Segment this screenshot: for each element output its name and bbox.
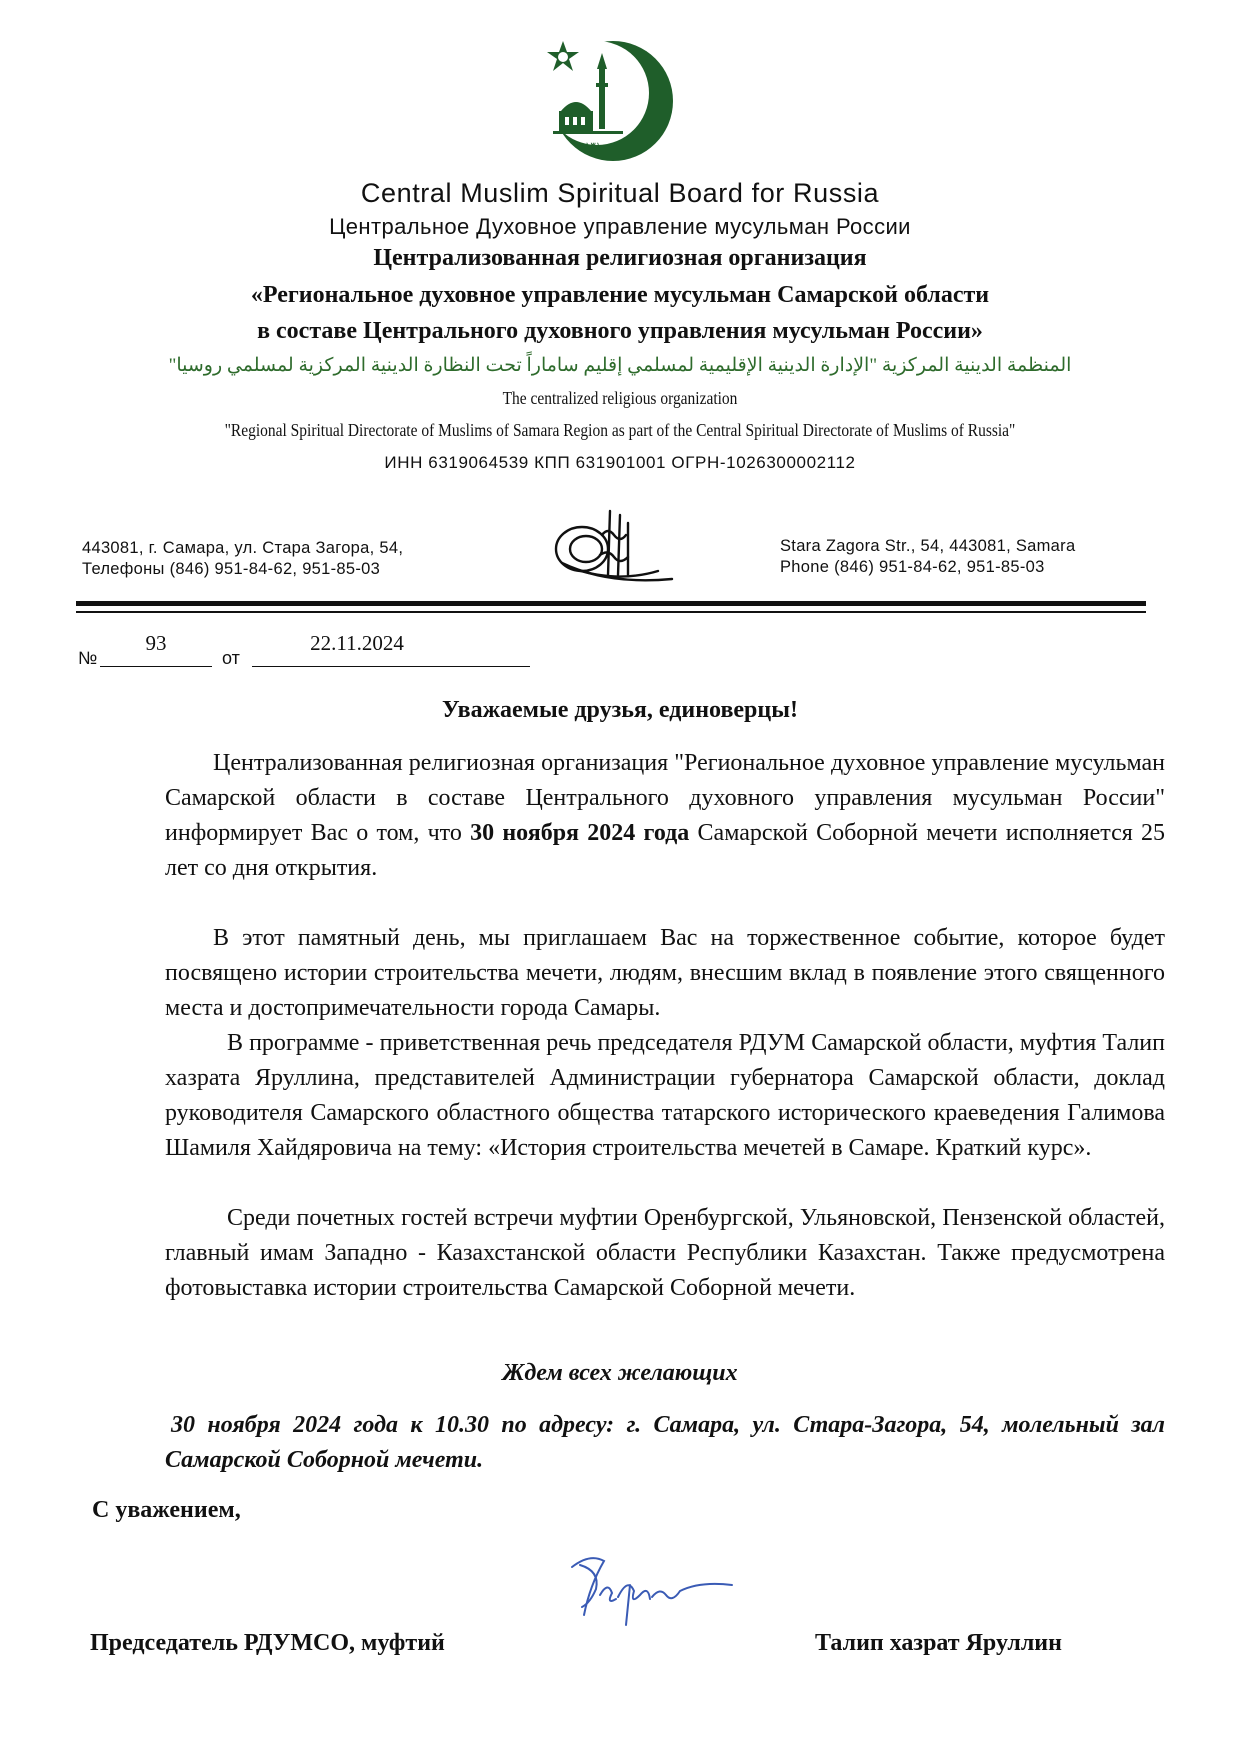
header-divider-thick <box>76 601 1146 606</box>
tughra-icon <box>548 505 678 587</box>
org-full-en: "Regional Spiritual Directorate of Muslims of Samara Region as part of the Central Spiritual Directorate of Muslims of Russia" <box>224 420 1016 440</box>
paragraph-1-date: 30 ноября 2024 года <box>470 820 690 846</box>
event-address: 30 ноября 2024 года к 10.30 по адресу: г. Самара, ул. Стара-Загора, 54, молельный зал Самарской Соборной мечети. <box>165 1412 1165 1473</box>
address-en-line2: Phone (846) 951-84-62, 951-85-03 <box>780 558 1045 576</box>
crescent-emblem-icon <box>535 35 675 165</box>
paragraph-1-tail: Самарской Соборной мечети исполняется 25 лет со дня открытия. <box>165 820 1166 881</box>
header-divider-thin <box>76 611 1146 613</box>
org-full-ru-line1: «Региональное духовное управление мусульман Самарской области <box>250 282 990 308</box>
signature-icon <box>560 1545 740 1635</box>
reg-number-underline <box>100 666 212 667</box>
address-ru <box>82 538 403 580</box>
reg-date-value: 22.11.2024 <box>310 631 404 655</box>
org-full-ru-line2: в составе Центрального духовного управления мусульман России» <box>257 318 983 344</box>
requisites: ИНН 6319064539 КПП 631901001 ОГРН-1026300002112 <box>384 453 856 472</box>
signer-name: Талип хазрат Яруллин <box>815 1630 1062 1656</box>
address-ru-line1: 443081, г. Самара, ул. Стара Загора, 54, <box>82 539 404 557</box>
org-name-en: Central Muslim Spiritual Board for Russia <box>360 178 880 208</box>
address-ru-line2: Телефоны (846) 951-84-62, 951-85-03 <box>82 560 381 578</box>
greeting: Уважаемые друзья, единоверцы! <box>442 697 798 723</box>
reg-number-value: 93 <box>145 631 167 655</box>
paragraph-1 <box>165 746 1165 886</box>
org-type-en: The centralized religious organization <box>502 388 738 408</box>
paragraph-1-text: Централизованная религиозная организация "Региональное духовное управление мусульман Самарской области в составе Центрального духовного управления мусульман России" информирует Вас о том, что <box>165 750 1165 846</box>
invitation-line: Ждем всех желающих <box>502 1360 738 1386</box>
org-type-ru: Централизованная религиозная организация <box>373 245 867 271</box>
regards: С уважением, <box>92 1497 241 1523</box>
paragraph-3: В программе - приветственная речь председателя РДУМ Самарской области, муфтия Талип хазрата Яруллина, представителей Администрации губернатора Самарской области, доклад руководителя Самарского областного общества татарского исторического краеведения Галимова Шамиля Хайдяровича на тему: «История строительства мечетей в Самаре. Краткий курс». <box>165 1030 1165 1161</box>
address-en-line1: Stara Zagora Str., 54, 443081, Samara <box>780 537 1076 555</box>
paragraph-4: Среди почетных гостей встречи муфтии Оренбургской, Ульяновской, Пензенской областей, главный имам Западно - Казахстанской области Республики Казахстан. Также предусмотрена фотовыставка истории строительства Самарской Соборной мечети. <box>165 1205 1165 1301</box>
reg-date-label: от <box>222 648 240 668</box>
emblem-caption: ١٣١٠ <box>585 141 607 152</box>
org-name-ru: Центральное Духовное управление мусульман России <box>329 214 911 239</box>
signer-title: Председатель РДУМСО, муфтий <box>90 1630 445 1656</box>
paragraph-2: В этот памятный день, мы приглашаем Вас на торжественное событие, которое будет посвящено истории строительства мечети, людям, внесшим вклад в появление этого священного места и достопримечательности города Самары. <box>165 925 1165 1021</box>
address-en <box>780 536 1075 578</box>
org-full-ar: المنظمة الدينية المركزية "الإدارة الدينية الإقليمية لمسلمي إقليم ساماراً تحت النظارة الدينية المركزية لمسلمي روسيا" <box>168 355 1072 376</box>
reg-date-underline <box>252 666 530 667</box>
reg-number-label: № <box>78 648 98 668</box>
